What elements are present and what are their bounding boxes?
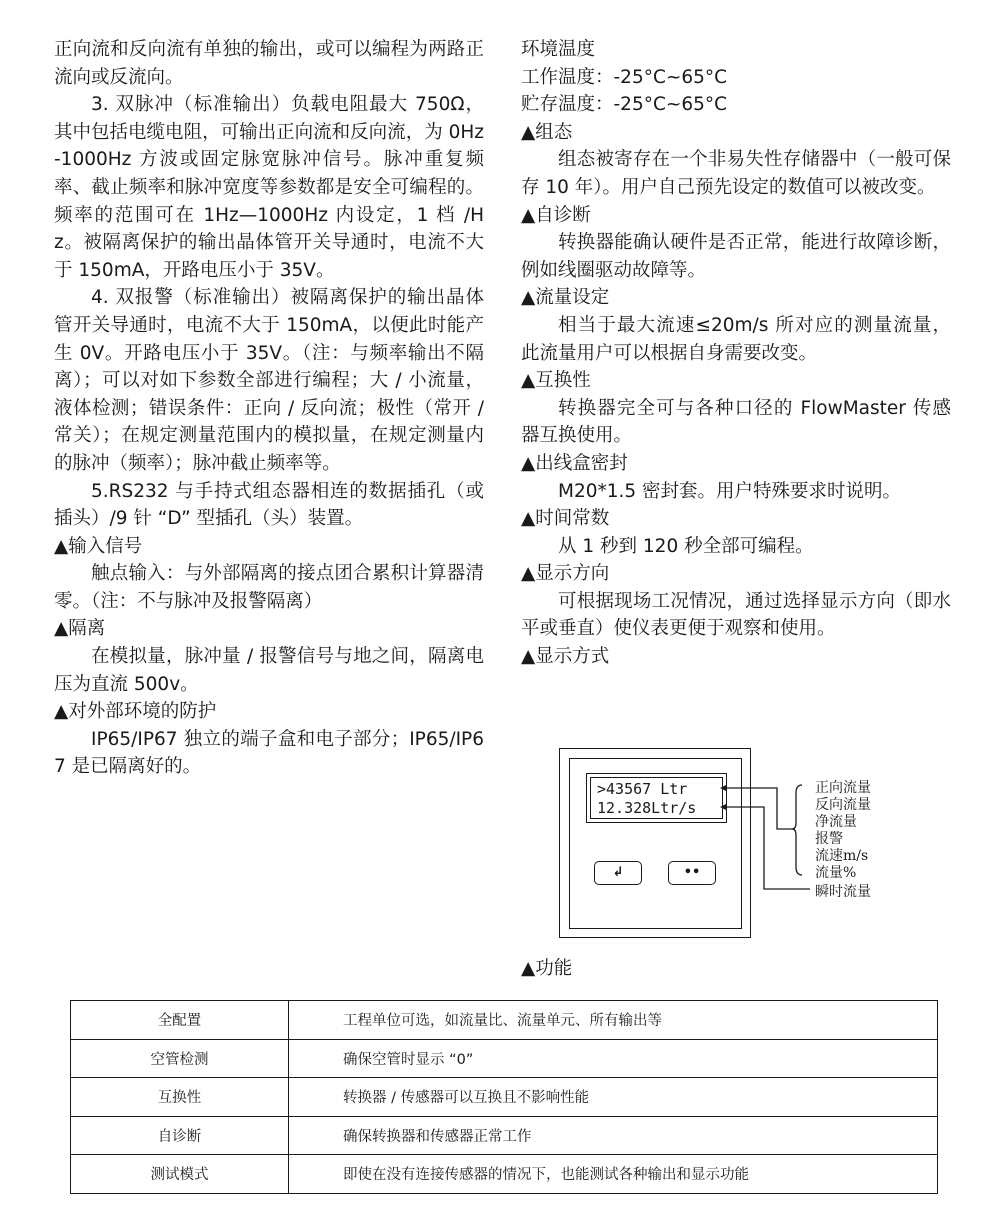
function-heading: ▲功能: [521, 958, 573, 979]
left-text-column: [54, 36, 484, 781]
paragraph: 3. 双脉冲（标准输出）负载电阻最大 750Ω，其中包括电缆电阻，可输出正向流和反向流，为 0Hz-1000Hz 方波或固定脉宽脉冲信号。脉冲重复频率、截止频率和脉冲宽度等参数都是安全可编程的。频率的范围可在 1Hz—1000Hz 内设定，1 档 /Hz。被隔离保护的输出晶体管开关导通时，电流不大于 150mA，开路电压小于 35V。: [54, 94, 484, 281]
section-heading: 工作温度：-25°C~65°C: [521, 66, 728, 88]
section-heading: ▲输入信号: [54, 535, 143, 557]
enter-button[interactable]: ↲: [594, 861, 642, 885]
paragraph: IP65/IP67 独立的端子盒和电子部分；IP65/IP67 是已隔离好的。: [54, 728, 484, 778]
lcd-line-rate: 12.328Ltr/s: [597, 799, 697, 817]
paragraph: 转换器能确认硬件是否正常，能进行故障诊断，例如线圈驱动故障等。: [521, 232, 951, 281]
section-heading: ▲显示方向: [521, 563, 610, 585]
paragraph: 5.RS232 与手持式组态器相连的数据插孔（或插头）/9 针 “D” 型插孔（头）装置。: [54, 480, 484, 530]
legend-brace: [792, 785, 802, 875]
right-text-column: [521, 36, 951, 671]
legend-item: 正向流量: [815, 780, 871, 796]
table-row: [71, 1116, 938, 1155]
lcd-line-total: >43567 Ltr: [597, 780, 688, 798]
legend-item: 瞬时流量: [815, 884, 871, 900]
function-description-cell: 确保空管时显示 “0”: [289, 1039, 938, 1078]
table-row: [71, 1039, 938, 1078]
legend-item: 流速m/s: [815, 848, 869, 864]
section-heading: ▲互换性: [521, 370, 591, 392]
paragraph: 在模拟量，脉冲量 / 报警信号与地之间，隔离电压为直流 500v。: [54, 646, 484, 695]
table-row: [71, 1078, 938, 1117]
section-heading: ▲自诊断: [521, 204, 591, 226]
table-row: [71, 1001, 938, 1040]
paragraph: 组态被寄存在一个非易失性存储器中（一般可保存 10 年）。用户自己预先设定的数值可以被改变。: [521, 149, 951, 198]
section-heading: ▲隔离: [54, 618, 106, 640]
section-heading: ▲显示方式: [521, 646, 610, 668]
function-description-cell: 即使在没有连接传感器的情况下，也能测试各种输出和显示功能: [289, 1155, 938, 1194]
section-heading: ▲组态: [521, 121, 573, 143]
lcd-screen: [586, 773, 727, 823]
function-name-cell: 空管检测: [71, 1039, 289, 1078]
callout-line-2: [726, 807, 810, 889]
display-callout-lines: [720, 775, 820, 900]
paragraph: 触点输入：与外部隔离的接点团合累积计算器清零。（注：不与脉冲及报警隔离）: [54, 563, 484, 612]
callout-line-1: [726, 788, 792, 829]
paragraph: 4. 双报警（标准输出）被隔离保护的输出晶体管开关导通时，电流不大于 150mA，以便此时能产生 0V。开路电压小于 35V。（注：与频率输出不隔离）；可以对如下参数全部进行编程；大 / 小流量，液体检测；错误条件：正向 / 反向流；极性（常开 / 常关）；在规定测量范围内的模拟量，在规定测量内的脉冲（频率）；脉冲截止频率等。: [54, 287, 484, 474]
paragraph: 从 1 秒到 120 秒全部可编程。: [558, 535, 814, 557]
section-heading: ▲出线盒密封: [521, 452, 628, 474]
legend-item: 净流量: [815, 814, 857, 830]
table-row: [71, 1155, 938, 1194]
menu-button[interactable]: ••: [668, 861, 716, 885]
function-description-cell: 工程单位可选，如流量比、流量单元、所有输出等: [289, 1001, 938, 1040]
legend-item: 报警: [815, 831, 843, 847]
function-description-cell: 转换器 / 传感器可以互换且不影响性能: [289, 1078, 938, 1117]
section-heading: ▲对外部环境的防护: [54, 701, 217, 723]
lcd-screen-inner-frame: [590, 777, 723, 819]
legend-item: 反向流量: [815, 797, 871, 813]
section-heading: 环境温度: [521, 39, 596, 60]
function-name-cell: 测试模式: [71, 1155, 289, 1194]
paragraph: 转换器完全可与各种口径的 FlowMaster 传感器互换使用。: [521, 397, 951, 447]
function-description-cell: 确保转换器和传感器正常工作: [289, 1116, 938, 1155]
section-heading: ▲时间常数: [521, 508, 610, 530]
legend-item: 流量%: [815, 865, 857, 881]
function-name-cell: 互换性: [71, 1078, 289, 1117]
function-name-cell: 全配置: [71, 1001, 289, 1040]
paragraph: 正向流和反向流有单独的输出，或可以编程为两路正流向或反流向。: [54, 39, 484, 88]
paragraph: 可根据现场工况情况，通过选择显示方向（即水平或垂直）使仪表更便于观察和使用。: [521, 590, 951, 640]
section-heading: ▲流量设定: [521, 287, 610, 309]
paragraph: 相当于最大流速≤20m/s 所对应的测量流量，此流量用户可以根据自身需要改变。: [521, 314, 951, 364]
function-name-cell: 自诊断: [71, 1116, 289, 1155]
arrow-head-line1: [720, 785, 726, 791]
arrow-head-line2: [720, 804, 726, 810]
paragraph: M20*1.5 密封套。用户特殊要求时说明。: [558, 480, 902, 502]
section-heading: 贮存温度：-25°C~65°C: [521, 94, 728, 116]
function-table: [70, 1000, 938, 1194]
